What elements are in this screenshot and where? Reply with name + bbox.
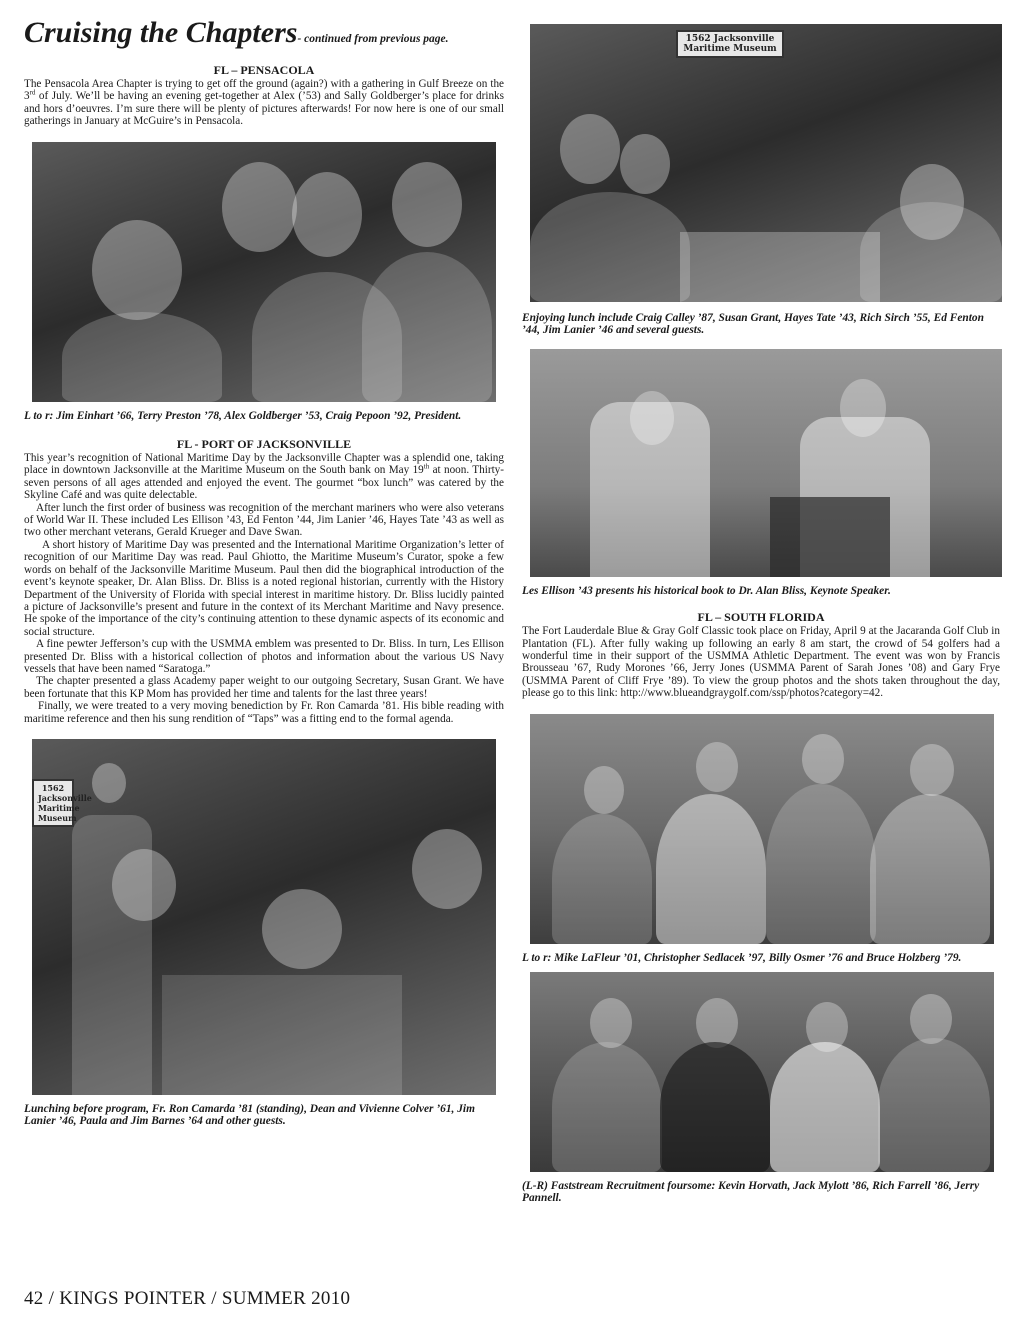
foursome-body-1: [552, 1042, 662, 1172]
pensacola-text: [24, 78, 504, 128]
diner-head-2: [620, 134, 670, 194]
lunch-caption: Lunching before program, Fr. Ron Camarda ’81 (standing), Dean and Vivienne Colver ’61, Jim Lanier ’46, Paula and Jim Barnes ’64 and other guests.: [24, 1102, 475, 1128]
jacksonville-p1: [24, 452, 504, 502]
golf-caption-1: L to r: Mike LaFleur ’01, Christopher Sedlacek ’97, Billy Osmer ’76 and Bruce Holzberg ’79.: [522, 951, 962, 964]
foursome-head-1: [590, 998, 632, 1048]
pensacola-text-a: The Pensacola Area Chapter is trying to get off the ground (again?) with a gathering in Gulf Breeze on the 3: [24, 78, 504, 103]
museum-sign: 1562 Jacksonville Maritime Museum: [676, 30, 784, 58]
jacksonville-p6: Finally, we were treated to a very moving benediction by Fr. Ron Camarda ’81. His bible reading with maritime reference and then his sung rendition of “Taps” was a fitting end to the formal agenda.: [24, 700, 504, 725]
les-ellison-caption: Les Ellison ’43 presents his historical book to Dr. Alan Bliss, Keynote Speaker.: [522, 584, 891, 597]
golfer-head-1: [584, 766, 624, 814]
guest-head-2: [262, 889, 342, 969]
person-head-2: [222, 162, 297, 252]
diner-body-2: [860, 202, 1002, 302]
pensacola-sup: rd: [29, 88, 36, 97]
museum-sign-small: 1562 Jacksonville Maritime Museum: [32, 779, 74, 827]
person-body-3: [362, 252, 492, 402]
pensacola-caption: L to r: Jim Einhart ’66, Terry Preston ’78, Alex Goldberger ’53, Craig Pepoon ’92, President.: [24, 409, 462, 422]
jacksonville-p1-a: This year’s recognition of National Maritime Day by the Jacksonville Chapter was a splendid one, taking place in downtown Jacksonville at the Maritime Museum on the South bank on May 19: [24, 452, 504, 477]
golfer-head-2: [696, 742, 738, 792]
golfer-body-2: [656, 794, 766, 944]
diner-body-1: [530, 192, 690, 302]
foursome-head-4: [910, 994, 952, 1044]
jacksonville-p1-b: at noon. Thirty-seven persons of all ages attended and enjoyed the event. The gourmet “box lunch” was catered by the Skyline Café and was quite delectable.: [24, 464, 504, 502]
person-body-1: [62, 312, 222, 402]
page-subtitle: - continued from previous page.: [297, 33, 449, 45]
golfer-head-3: [802, 734, 844, 784]
enjoying-lunch-photo: [530, 24, 1002, 302]
foursome-body-3: [770, 1042, 880, 1172]
pensacola-photo: [32, 142, 496, 402]
guest-head-1: [112, 849, 176, 921]
standing-priest-head: [92, 763, 126, 803]
foursome-head-2: [696, 998, 738, 1048]
person-head-3: [292, 172, 362, 257]
person-head-4: [392, 162, 462, 247]
enjoying-lunch-caption: Enjoying lunch include Craig Calley ’87, Susan Grant, Hayes Tate ’43, Rich Sirch ’55, Ed Fenton ’44, Jim Lanier ’46 and several guests.: [522, 312, 984, 337]
podium: [770, 497, 890, 577]
south-florida-text: The Fort Lauderdale Blue & Gray Golf Classic took place on Friday, April 9 at the Jacaranda Golf Club in Plantation (FL). After fully waking up following an early 8 am start, the crowd of 54 golfers had a wonderful time in their support of the USMMA Athletic Department. The event was won by Francis Brousseau ’67, Rudy Morones ’66, Jerry Jones (USMMA Parent of Sarah Jones ’08) and Gary Frye (USMMA Parent of Cliff Frye ’89). To view the group photos and the shots taken throughout the day, please go to this link: http://www.blueandgraygolf.com/ssp/photos?category=42.: [522, 625, 1000, 700]
jacksonville-p4: A fine pewter Jefferson’s cup with the USMMA emblem was presented to Dr. Bliss. In turn, Les Ellison presented Dr. Bliss with a historical collection of photos and information about the various US Navy vessels that have been named “Saratoga.”: [24, 638, 504, 675]
page-title: Cruising the Chapters: [24, 16, 298, 49]
guest-head-3: [412, 829, 482, 909]
foursome-body-2: [660, 1042, 770, 1172]
les-ellison-body: [590, 402, 710, 577]
golf-photo-1: [530, 714, 994, 944]
golfer-body-3: [766, 784, 876, 944]
table-row: [162, 975, 402, 1095]
foursome-body-4: [878, 1038, 990, 1172]
les-ellison-photo: [530, 349, 1002, 577]
golfer-body-4: [870, 794, 990, 944]
jacksonville-p1-sup: th: [423, 462, 430, 471]
golfer-head-4: [910, 744, 954, 796]
jacksonville-heading: FL - PORT OF JACKSONVILLE: [176, 437, 352, 452]
pensacola-heading: FL – PENSACOLA: [213, 63, 315, 77]
golfer-body-1: [552, 814, 652, 944]
page-footer: 42 / KINGS POINTER / SUMMER 2010: [24, 1288, 351, 1309]
tablecloth: [680, 232, 880, 302]
left-column: [24, 14, 504, 1128]
diner-head-1: [560, 114, 620, 184]
page-header: [24, 14, 504, 58]
golf-caption-2: (L-R) Faststream Recruitment foursome: Kevin Horvath, Jack Mylott ’86, Rich Farrell ’86, Jerry Pannell.: [522, 1180, 980, 1205]
person-head-1: [92, 220, 182, 320]
jacksonville-p2: After lunch the first order of business was recognition of the merchant mariners who were also veterans of World War II. These included Les Ellison ’43, Ed Fenton ’44, Jim Lanier ’46, Hayes Tate ’43 as well as two other merchant veterans, Gerald Krueger and Dave Swan.: [24, 501, 504, 539]
pensacola-text-b: of July. We’ll be having an evening get-together at Alex (’53) and Sally Goldberger’s place for drinks and hors d’oeuvres. I’m sure there will be plenty of pictures afterwards! For now here is one of our small gatherings in January at McGuire’s in Pensacola.: [24, 90, 504, 128]
right-column: [522, 24, 1000, 1205]
south-florida-heading: FL – SOUTH FLORIDA: [697, 610, 825, 625]
jacksonville-p5: The chapter presented a glass Academy paper weight to our outgoing Secretary, Susan Grant. We have been fortunate that this KP Mom has provided her time and talents for the last three years!: [24, 675, 504, 700]
golf-photo-2: [530, 972, 994, 1172]
lunch-photo: [32, 739, 496, 1095]
jacksonville-p3: A short history of Maritime Day was presented and the International Maritime Organization’s letter of recognition of our Maritime Day was read. Paul Ghiotto, the Maritime Museum’s Curator, spoke a few words on behalf of the Jacksonville Maritime Museum. Paul then did the biographical introduction of the event’s keynote speaker, Dr. Alan Bliss. Dr. Bliss is a noted regional historian, currently with the History Department of the University of Florida with special interest in maritime history. Dr. Bliss lucidly painted a picture of Jacksonville’s present and future in the context of its Merchant Maritime and Navy presence. He spoke of the importance of the city’s continuing attention to these dynamic aspects of its economic and social structure.: [24, 538, 504, 638]
